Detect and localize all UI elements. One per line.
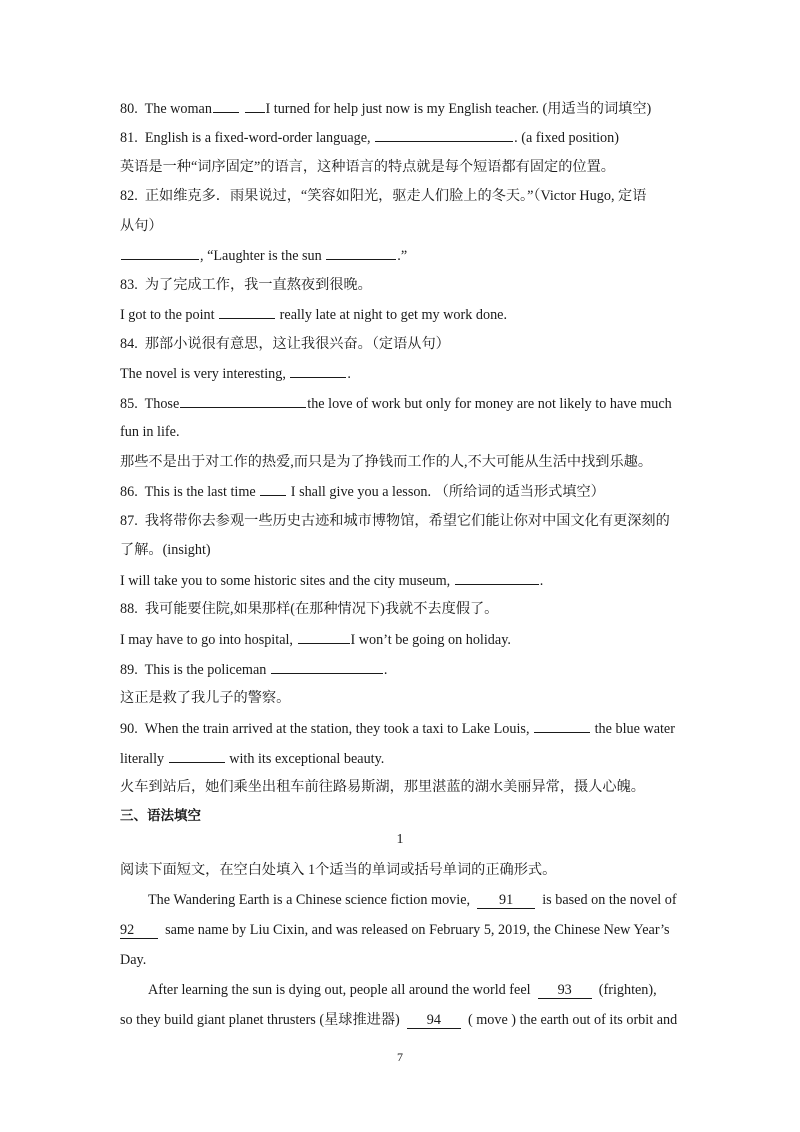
instruction: 阅读下面短文，在空白处填入 1个适当的单词或括号单词的正确形式。 bbox=[120, 862, 557, 878]
question-87 bbox=[120, 511, 690, 531]
question-text: The novel is very interesting, bbox=[120, 366, 286, 382]
question-87-english bbox=[120, 570, 690, 591]
passage-text: so they build giant planet thrusters (星球推进器) bbox=[120, 1012, 400, 1028]
answer-blank[interactable] bbox=[260, 481, 286, 496]
answer-blank[interactable] bbox=[455, 570, 539, 585]
question-text: 我可能要住院,如果那样(在那种情况下)我就不去度假了。 bbox=[144, 601, 499, 617]
question-82 bbox=[120, 186, 690, 206]
question-number: 83. bbox=[120, 277, 138, 293]
question-88 bbox=[120, 599, 690, 619]
question-text: literally bbox=[120, 751, 165, 767]
question-text: . bbox=[539, 573, 544, 589]
question-82-continued: 从句） bbox=[120, 218, 163, 234]
question-text: I got to the point bbox=[120, 307, 215, 323]
answer-blank[interactable] bbox=[290, 363, 346, 378]
answer-blank[interactable] bbox=[169, 748, 225, 763]
passage-line bbox=[120, 1010, 690, 1030]
question-86 bbox=[120, 481, 690, 502]
answer-blank[interactable] bbox=[326, 245, 396, 260]
question-text: , “Laughter is the sun bbox=[200, 248, 322, 264]
passage-line bbox=[148, 980, 690, 1000]
question-81-translation: 英语是一种“词序固定”的语言，这种语言的特点就是每个短语都有固定的位置。 bbox=[120, 159, 615, 175]
question-text: 我将带你去参观一些历史古迹和城市博物馆，希望它们能让你对中国文化有更深刻的 bbox=[144, 513, 670, 529]
question-87-continued: 了解。(insight) bbox=[120, 542, 211, 558]
question-83-english bbox=[120, 304, 690, 325]
question-89 bbox=[120, 659, 690, 680]
answer-blank[interactable] bbox=[121, 245, 199, 260]
question-number: 85. bbox=[120, 396, 138, 412]
answer-blank-93[interactable]: 93 bbox=[538, 982, 592, 999]
question-text: This is the policeman bbox=[144, 662, 267, 678]
question-text: I turned for help just now is my English teacher. (用适当的词填空) bbox=[265, 101, 652, 117]
passage-line bbox=[120, 920, 690, 940]
passage-text: is based on the novel of bbox=[542, 892, 677, 908]
question-88-english bbox=[120, 629, 690, 650]
question-89-translation: 这正是救了我儿子的警察。 bbox=[120, 690, 291, 706]
question-number: 82. bbox=[120, 188, 138, 204]
question-text: The woman bbox=[144, 101, 212, 117]
question-80 bbox=[120, 98, 690, 119]
question-text: 正如维克多．雨果说过，“笑容如阳光，驱走人们脸上的冬天。”（Victor Hugo, 定语 bbox=[144, 188, 647, 204]
question-number: 84. bbox=[120, 336, 138, 352]
question-number: 89. bbox=[120, 662, 138, 678]
question-text: I shall give you a lesson. （所给词的适当形式填空） bbox=[290, 484, 605, 500]
question-90-continued bbox=[120, 748, 690, 769]
question-82-english bbox=[120, 245, 690, 266]
question-number: 88. bbox=[120, 601, 138, 617]
question-text: with its exceptional beauty. bbox=[229, 751, 385, 767]
question-90-translation: 火车到站后，她们乘坐出租车前往路易斯湖，那里湛蓝的湖水美丽异常，摄人心魄。 bbox=[120, 779, 645, 795]
question-text: the blue water bbox=[594, 721, 675, 737]
question-number: 81. bbox=[120, 130, 138, 146]
question-number: 90. bbox=[120, 721, 138, 737]
question-text: .” bbox=[397, 248, 408, 264]
answer-blank[interactable] bbox=[375, 127, 513, 142]
answer-blank-92[interactable]: 92 bbox=[120, 922, 158, 939]
passage-number: 1 bbox=[396, 832, 404, 847]
page-number: 7 bbox=[397, 1050, 403, 1064]
question-81 bbox=[120, 127, 690, 148]
question-text: This is the last time bbox=[144, 484, 256, 500]
question-text: When the train arrived at the station, they took a taxi to Lake Louis, bbox=[144, 721, 530, 737]
passage-line bbox=[148, 890, 690, 910]
passage-line: Day. bbox=[120, 952, 147, 968]
question-text: I may have to go into hospital, bbox=[120, 632, 293, 648]
answer-blank[interactable] bbox=[534, 718, 590, 733]
answer-blank[interactable] bbox=[298, 629, 350, 644]
question-84 bbox=[120, 334, 690, 354]
question-84-english bbox=[120, 363, 690, 384]
question-text: . (a fixed position) bbox=[514, 130, 619, 146]
answer-blank-94[interactable]: 94 bbox=[407, 1012, 461, 1029]
question-text: . bbox=[383, 662, 388, 678]
question-number: 80. bbox=[120, 101, 138, 117]
question-text: I will take you to some historic sites and the city museum, bbox=[120, 573, 451, 589]
question-text: Those bbox=[144, 396, 180, 412]
question-85-translation: 那些不是出于对工作的热爱,而只是为了挣钱而工作的人,不大可能从生活中找到乐趣。 bbox=[120, 454, 653, 470]
question-90 bbox=[120, 718, 690, 739]
question-number: 87. bbox=[120, 513, 138, 529]
question-text: really late at night to get my work done. bbox=[279, 307, 508, 323]
question-text: the love of work but only for money are not likely to have much bbox=[307, 396, 672, 412]
question-85-continued: fun in life. bbox=[120, 424, 180, 440]
question-number: 86. bbox=[120, 484, 138, 500]
answer-blank-91[interactable]: 91 bbox=[477, 892, 535, 909]
question-text: . bbox=[347, 366, 351, 382]
answer-blank[interactable] bbox=[219, 304, 275, 319]
question-text: 为了完成工作，我一直熬夜到很晚。 bbox=[144, 277, 372, 293]
answer-blank[interactable] bbox=[271, 659, 383, 674]
passage-text: After learning the sun is dying out, people all around the world feel bbox=[148, 982, 531, 998]
passage-text: The Wandering Earth is a Chinese science fiction movie, bbox=[148, 892, 471, 908]
section-title: 三、语法填空 bbox=[120, 808, 201, 824]
answer-blank[interactable] bbox=[245, 98, 265, 113]
question-text: English is a fixed-word-order language, bbox=[144, 130, 371, 146]
passage-text: ( move ) the earth out of its orbit and bbox=[467, 1012, 678, 1028]
question-text: 那部小说很有意思，这让我很兴奋。（定语从句） bbox=[144, 336, 450, 352]
passage-text: (frighten), bbox=[598, 982, 657, 998]
answer-blank[interactable] bbox=[213, 98, 239, 113]
question-83 bbox=[120, 275, 690, 295]
passage-text: same name by Liu Cixin, and was released on February 5, 2019, the Chinese New Year’s bbox=[165, 922, 670, 938]
question-85 bbox=[120, 393, 690, 414]
question-text: I won’t be going on holiday. bbox=[350, 632, 511, 648]
answer-blank[interactable] bbox=[180, 393, 306, 408]
